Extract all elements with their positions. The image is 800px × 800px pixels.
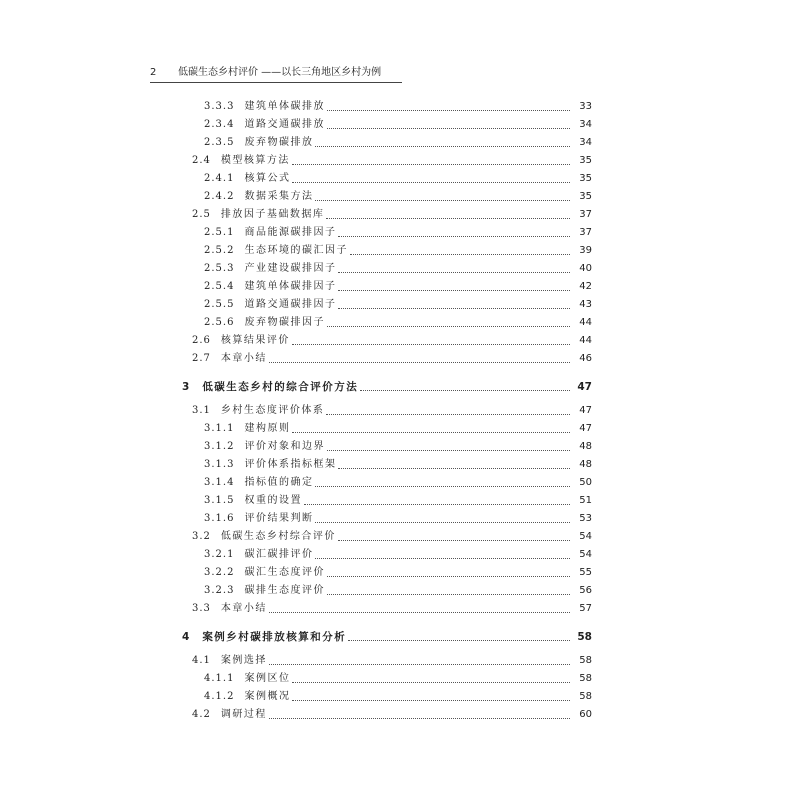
toc-entry-title: 生态环境的碳汇因子 [244, 245, 348, 256]
toc-entry-title: 指标值的确定 [244, 477, 314, 488]
toc-entry-page: 51 [579, 495, 592, 506]
toc-entry-title: 道路交通碳排放 [244, 119, 325, 130]
toc-entry-number: 2.7 [192, 353, 211, 364]
toc-entry-number: 3 [182, 381, 191, 393]
toc-entry-title: 碳汇碳排评价 [244, 549, 314, 560]
toc-entry-number: 3.1.2 [204, 441, 235, 452]
toc-entry-page: 58 [577, 631, 592, 643]
toc-entry-number: 2.4 [192, 155, 211, 166]
toc-entry-title: 核算公式 [244, 173, 291, 184]
toc-entry-title: 本章小结 [220, 603, 267, 614]
toc-entry-page: 39 [579, 245, 592, 256]
dot-leader [292, 681, 570, 683]
toc-entry-page: 35 [579, 173, 592, 184]
toc-entry-page: 37 [579, 227, 592, 238]
dot-leader [327, 109, 570, 111]
toc-entry-number: 3.1.4 [204, 477, 235, 488]
dot-leader [269, 663, 570, 665]
toc-entry-number: 2.5.3 [204, 263, 235, 274]
toc-entry[interactable] [176, 652, 592, 670]
toc-entry-number: 2.5.6 [204, 317, 235, 328]
dot-leader [269, 717, 570, 719]
toc-entry-page: 33 [579, 101, 592, 112]
dot-leader [327, 325, 570, 327]
toc-entry[interactable] [176, 98, 592, 116]
toc-entry-number: 3.3.3 [204, 101, 235, 112]
toc-entry-number: 2.3.4 [204, 119, 235, 130]
toc-entry-title: 案例选择 [220, 655, 267, 666]
toc-entry-page: 46 [579, 353, 592, 364]
toc-entry-title: 碳汇生态度评价 [244, 567, 325, 578]
toc-entry-page: 54 [579, 549, 592, 560]
toc-entry-title: 本章小结 [220, 353, 267, 364]
toc-entry-title: 废弃物碳排放 [244, 137, 314, 148]
toc-entry-page: 57 [579, 603, 592, 614]
toc-entry[interactable] [176, 474, 592, 492]
toc-entry-number: 3.1 [192, 405, 211, 416]
dot-leader [292, 181, 570, 183]
page-number: 2 [150, 67, 157, 78]
toc-entry-title: 建构原则 [244, 423, 291, 434]
toc-entry-title: 案例概况 [244, 691, 291, 702]
toc-entry-number: 2.5.2 [204, 245, 235, 256]
dot-leader [304, 503, 570, 505]
toc-entry-title: 数据采集方法 [244, 191, 314, 202]
toc-entry-page: 40 [579, 263, 592, 274]
toc-entry-title: 商品能源碳排因子 [244, 227, 337, 238]
dot-leader [326, 413, 570, 415]
toc-entry-page: 50 [579, 477, 592, 488]
toc-entry[interactable] [176, 188, 592, 206]
toc-entry[interactable] [176, 546, 592, 564]
dot-leader [338, 467, 570, 469]
toc-entry-number: 3.2 [192, 531, 211, 542]
dot-leader [360, 389, 570, 391]
toc-entry-page: 35 [579, 155, 592, 166]
dot-leader [327, 449, 570, 451]
dot-leader [348, 639, 570, 641]
dot-leader [327, 593, 570, 595]
toc-entry-number: 4.1 [192, 655, 211, 666]
toc-entry-page: 47 [579, 423, 592, 434]
toc-entry-page: 48 [579, 459, 592, 470]
toc-entry[interactable] [176, 242, 592, 260]
toc-entry-page: 60 [579, 709, 592, 720]
toc-entry-number: 2.6 [192, 335, 211, 346]
toc-entry-title: 案例区位 [244, 673, 291, 684]
toc-entry-number: 4.1.1 [204, 673, 235, 684]
dot-leader [292, 431, 570, 433]
toc-entry-title: 产业建设碳排因子 [244, 263, 337, 274]
dot-leader [292, 343, 570, 345]
toc-entry-page: 48 [579, 441, 592, 452]
toc-entry-number: 3.3 [192, 603, 211, 614]
toc-entry-title: 评价体系指标框架 [244, 459, 337, 470]
toc-entry[interactable] [176, 332, 592, 350]
toc-entry-page: 56 [579, 585, 592, 596]
toc-entry-title: 调研过程 [220, 709, 267, 720]
toc-entry[interactable] [176, 170, 592, 188]
toc-entry-number: 3.2.3 [204, 585, 235, 596]
toc-entry[interactable] [176, 706, 592, 724]
toc-entry[interactable] [176, 528, 592, 546]
toc-entry[interactable] [176, 296, 592, 314]
toc-entry[interactable] [176, 314, 592, 332]
toc-entry-title: 核算结果评价 [220, 335, 290, 346]
toc-entry[interactable] [176, 628, 592, 646]
toc-entry-title: 建筑单体碳排放 [244, 101, 325, 112]
toc-entry-number: 3.1.1 [204, 423, 235, 434]
dot-leader [338, 539, 570, 541]
toc-entry-number: 2.3.5 [204, 137, 235, 148]
toc-entry-page: 34 [579, 137, 592, 148]
toc-entry-title: 模型核算方法 [220, 155, 290, 166]
dot-leader [327, 127, 570, 129]
toc-entry-number: 2.5.4 [204, 281, 235, 292]
dot-leader [269, 361, 570, 363]
toc-entry[interactable] [176, 206, 592, 224]
dot-leader [350, 253, 570, 255]
dot-leader [338, 289, 570, 291]
dot-leader [315, 521, 570, 523]
toc-entry-page: 53 [579, 513, 592, 524]
toc-entry[interactable] [176, 420, 592, 438]
toc-entry-page: 35 [579, 191, 592, 202]
toc-entry-number: 4.2 [192, 709, 211, 720]
dot-leader [326, 217, 570, 219]
toc-entry-title: 评价结果判断 [244, 513, 314, 524]
toc-entry[interactable] [176, 564, 592, 582]
toc-entry[interactable] [176, 600, 592, 618]
dot-leader [292, 699, 570, 701]
toc-entry-title: 评价对象和边界 [244, 441, 325, 452]
toc-entry[interactable] [176, 492, 592, 510]
toc-entry-number: 2.4.2 [204, 191, 235, 202]
toc-entry-title: 乡村生态度评价体系 [220, 405, 325, 416]
toc-entry-title: 低碳生态乡村的综合评价方法 [202, 381, 359, 393]
toc-entry[interactable] [176, 224, 592, 242]
dot-leader [315, 145, 570, 147]
dot-leader [327, 575, 570, 577]
toc-entry-page: 47 [579, 405, 592, 416]
toc-entry-number: 2.4.1 [204, 173, 235, 184]
toc-entry-number: 3.2.2 [204, 567, 235, 578]
toc-entry-title: 建筑单体碳排因子 [244, 281, 337, 292]
toc-entry-page: 58 [579, 673, 592, 684]
toc-entry[interactable] [176, 438, 592, 456]
toc-entry[interactable] [176, 134, 592, 152]
toc-entry-title: 碳排生态度评价 [244, 585, 325, 596]
toc-entry[interactable] [176, 378, 592, 396]
toc-entry-number: 4 [182, 631, 191, 643]
toc-entry-number: 2.5 [192, 209, 211, 220]
toc-entry[interactable] [176, 582, 592, 600]
toc-entry-title: 权重的设置 [244, 495, 302, 506]
table-of-contents [176, 98, 592, 724]
toc-entry-page: 37 [579, 209, 592, 220]
toc-entry-page: 43 [579, 299, 592, 310]
dot-leader [269, 611, 570, 613]
toc-entry-page: 42 [579, 281, 592, 292]
dot-leader [338, 307, 570, 309]
toc-entry-title: 道路交通碳排因子 [244, 299, 337, 310]
toc-entry-title: 排放因子基础数据库 [220, 209, 325, 220]
toc-entry-title: 废弃物碳排因子 [244, 317, 325, 328]
toc-entry-number: 3.1.6 [204, 513, 235, 524]
toc-entry[interactable] [176, 278, 592, 296]
toc-entry[interactable] [176, 688, 592, 706]
toc-entry-number: 2.5.1 [204, 227, 235, 238]
toc-entry-page: 44 [579, 317, 592, 328]
toc-entry-number: 3.1.3 [204, 459, 235, 470]
toc-entry-number: 3.2.1 [204, 549, 235, 560]
toc-entry-page: 44 [579, 335, 592, 346]
dot-leader [315, 557, 570, 559]
toc-entry[interactable] [176, 260, 592, 278]
toc-entry-number: 2.5.5 [204, 299, 235, 310]
toc-entry-page: 54 [579, 531, 592, 542]
running-header [150, 66, 402, 83]
toc-entry-page: 58 [579, 655, 592, 666]
toc-entry[interactable] [176, 456, 592, 474]
dot-leader [315, 485, 570, 487]
dot-leader [292, 163, 570, 165]
toc-entry-title: 案例乡村碳排放核算和分析 [202, 631, 347, 643]
dot-leader [338, 271, 570, 273]
toc-entry[interactable] [176, 402, 592, 420]
dot-leader [315, 199, 570, 201]
toc-entry-page: 47 [577, 381, 592, 393]
toc-entry-title: 低碳生态乡村综合评价 [220, 531, 336, 542]
toc-entry-page: 34 [579, 119, 592, 130]
toc-entry[interactable] [176, 152, 592, 170]
toc-entry-page: 55 [579, 567, 592, 578]
toc-entry-page: 58 [579, 691, 592, 702]
toc-entry-number: 4.1.2 [204, 691, 235, 702]
toc-entry[interactable] [176, 670, 592, 688]
toc-entry-number: 3.1.5 [204, 495, 235, 506]
toc-entry[interactable] [176, 116, 592, 134]
toc-entry[interactable] [176, 510, 592, 528]
toc-entry[interactable] [176, 350, 592, 368]
dot-leader [338, 235, 570, 237]
book-title: 低碳生态乡村评价 ——以长三角地区乡村为例 [178, 67, 382, 78]
